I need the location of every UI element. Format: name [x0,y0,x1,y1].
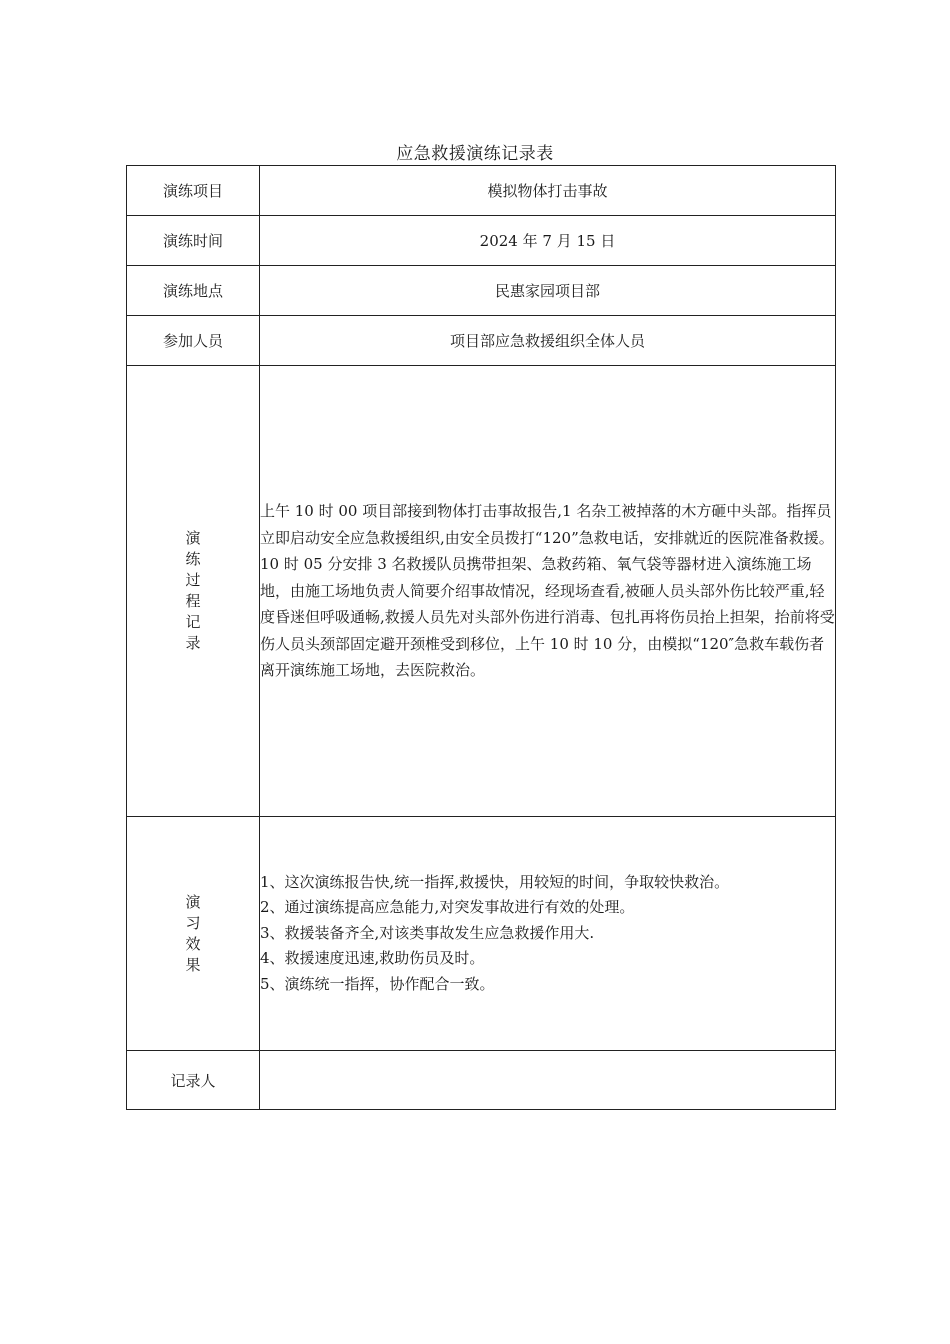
participants-value: 项目部应急救援组织全体人员 [260,316,836,366]
drill-project-value: 模拟物体打击事故 [260,166,836,216]
row-drill-effect [127,817,836,1051]
drill-location-label: 演练地点 [127,266,260,316]
drill-process-label: 演练过程记录 [185,529,201,652]
drill-time-label: 演练时间 [127,216,260,266]
drill-process-label-cell [127,366,260,817]
effect-item: 5、演练统一指挥，协作配合一致。 [260,974,495,993]
recorder-value [260,1051,836,1110]
drill-project-label: 演练项目 [127,166,260,216]
drill-effect-label: 演习效果 [185,892,201,974]
row-recorder [127,1051,836,1110]
effect-item: 4、救援速度迅速,救助伤员及时。 [260,949,485,968]
drill-effect-label-cell [127,817,260,1051]
drill-effect-list [260,817,836,1051]
effect-item: 2、通过演练提高应急能力,对突发事故进行有效的处理。 [260,898,635,917]
drill-process-text: 上午 10 时 00 项目部接到物体打击事故报告,1 名杂工被掉落的木方砸中头部。指挥员立即启动安全应急救援组织,由安全员拨打“120”急救电话，安排就近的医院准备救援。10 时 05 分安排 3 名救援队员携带担架、急救药箱、氧气袋等器材进入演练施工场地，由施工场地负责人简要介绍事故情况，经现场查看,被砸人员头部外伤比较严重,轻度昏迷但呼吸通畅,救援人员先对头部外伤进行消毒、包扎再将伤员抬上担架，抬前将受伤人员头颈部固定避开颈椎受到移位，上午 10 时 10 分，由模拟“120″急救车载伤者离开演练施工场地，去医院救治。 [260,366,836,817]
drill-record-table [126,165,836,1110]
row-participants [127,316,836,366]
participants-label: 参加人员 [127,316,260,366]
row-drill-time [127,216,836,266]
row-drill-process [127,366,836,817]
drill-location-value: 民惠家园项目部 [260,266,836,316]
recorder-label: 记录人 [127,1051,260,1110]
document-title: 应急救援演练记录表 [396,144,554,164]
effect-item: 3、救援装备齐全,对该类事故发生应急救援作用大. [260,923,595,942]
drill-time-value: 2024 年 7 月 15 日 [260,216,836,266]
row-drill-project [127,166,836,216]
effect-item: 1、这次演练报告快,统一指挥,救援快，用较短的时间，争取较快救治。 [260,872,730,891]
row-drill-location [127,266,836,316]
